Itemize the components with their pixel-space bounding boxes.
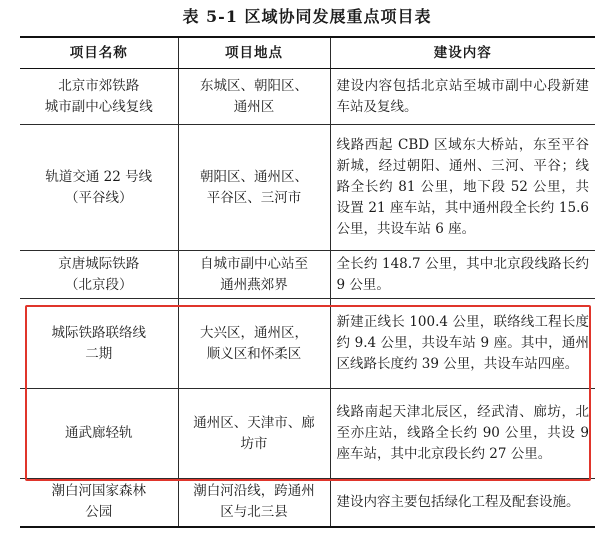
cell-project-location: 东城区、朝阳区、 通州区: [178, 69, 330, 125]
cell-construction-content: 线路西起 CBD 区域东大桥站，东至平谷新城，经过朝阳、通州、三河、平谷；线路全长约 81 公里，地下段 52 公里，共设置 21 座车站，其中通州段全长约 15.6 公里，共设车站 6 座。: [330, 125, 595, 251]
cell-construction-content: 新建正线长 100.4 公里，联络线工程长度约 9.4 公里，共设车站 9 座。其中，通州区线路长度约 39 公里，共设车站四座。: [330, 299, 595, 389]
header-project-name: 项目名称: [20, 37, 178, 69]
table-row: [20, 251, 595, 299]
cell-project-location: 朝阳区、通州区、 平谷区、三河市: [178, 125, 330, 251]
cell-project-location: 潮白河沿线，跨通州 区与北三县: [178, 479, 330, 527]
cell-project-name: 通武廊轻轨: [20, 389, 178, 479]
table-row: [20, 299, 595, 389]
cell-project-location: 大兴区，通州区， 顺义区和怀柔区: [178, 299, 330, 389]
cell-project-name: 北京市郊铁路 城市副中心线复线: [20, 69, 178, 125]
cell-project-name: 潮白河国家森林 公园: [20, 479, 178, 527]
header-project-location: 项目地点: [178, 37, 330, 69]
table-row: [20, 389, 595, 479]
project-table: [20, 36, 595, 528]
cell-construction-content: 线路南起天津北辰区，经武清、廊坊，北至亦庄站，线路全长约 90 公里，共设 9 座车站，其中北京段长约 27 公里。: [330, 389, 595, 479]
cell-project-name: 京唐城际铁路 （北京段）: [20, 251, 178, 299]
cell-construction-content: 全长约 148.7 公里，其中北京段线路长约 9 公里。: [330, 251, 595, 299]
table-row: [20, 69, 595, 125]
table-row: [20, 125, 595, 251]
cell-project-name: 轨道交通 22 号线 （平谷线）: [20, 125, 178, 251]
table-row: [20, 479, 595, 527]
header-construction-content: 建设内容: [330, 37, 595, 69]
table-caption: 表 5-1 区域协同发展重点项目表: [182, 7, 432, 26]
cell-project-location: 自城市副中心站至 通州燕郊界: [178, 251, 330, 299]
cell-construction-content: 建设内容包括北京站至城市副中心段新建车站及复线。: [330, 69, 595, 125]
table-header-row: [20, 37, 595, 69]
cell-construction-content: 建设内容主要包括绿化工程及配套设施。: [330, 479, 595, 527]
cell-project-name: 城际铁路联络线 二期: [20, 299, 178, 389]
cell-project-location: 通州区、天津市、廊 坊市: [178, 389, 330, 479]
